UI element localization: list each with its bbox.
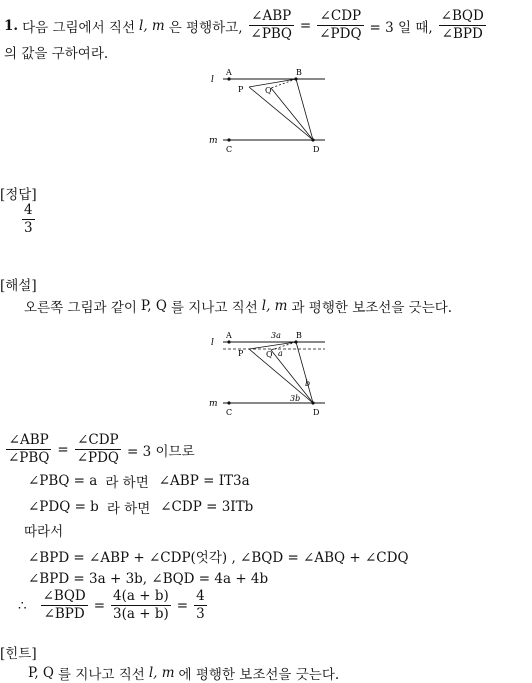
solution-eq-1: $\frac{\text{∠ABP}}{\text{∠PBQ}}$ = $\frac{\text{∠CDP}}{\text{∠PDQ}}$ = 3 이므로: [8, 432, 195, 466]
problem-fraction-1: $\frac{\text{∠ABP}}{\text{∠PBQ}}$: [250, 8, 292, 42]
problem-fraction-3: $\frac{\text{∠BQD}}{\text{∠BPD}}$: [440, 8, 484, 42]
solution-line-5: ∠BPD = ∠ABP + ∠CDP(엇각) , ∠BQD = ∠ABQ + ∠CDQ: [28, 550, 409, 566]
problem-equals: =: [299, 17, 312, 34]
solution-line-6: ∠BPD = 3a + 3b, ∠BQD = 4a + 4b: [28, 571, 269, 587]
fig2-label-Q: Q: [266, 350, 273, 359]
figure-1: [205, 65, 330, 157]
hint-text: P, Q 를 지나고 직선 l, m 에 평행한 보조선을 긋는다.: [28, 665, 340, 683]
problem-line-1: [4, 8, 488, 43]
fig2-label-P: P: [238, 349, 244, 358]
fig1-label-A: A: [226, 68, 232, 77]
fig1-label-m: m: [209, 136, 218, 146]
answer-heading: [정답]: [0, 187, 37, 203]
problem-fraction-2: $\frac{\text{∠CDP}}{\text{∠PDQ}}$: [319, 8, 362, 42]
solution-final: ∴ $\frac{\text{∠BQD}}{\text{∠BPD}}$ = $\frac{4(a + b)}{3(a + b)}$ = $\frac{4}{3}$: [18, 588, 205, 622]
fig2-label-a: a: [278, 349, 283, 358]
solution-line-3: ∠PDQ = b 라 하면 ∠CDP = 3ITb: [28, 499, 254, 517]
fig1-label-B: B: [296, 68, 302, 77]
fig1-label-P: P: [238, 85, 244, 94]
fig1-label-D: D: [313, 145, 320, 154]
fig2-label-l: l: [211, 338, 214, 348]
problem-eq3: = 3 일 때,: [369, 19, 433, 36]
hint-heading: [힌트]: [0, 646, 37, 662]
fig2-label-C: C: [226, 408, 233, 417]
problem-text-2: 은 평행하고,: [168, 19, 243, 36]
solution-intro: 오른쪽 그림과 같이 P, Q 를 지나고 직선 l, m 과 평행한 보조선을 긋는다.: [24, 298, 453, 316]
fig1-label-l: l: [211, 75, 214, 85]
fig2-label-3b: 3b: [290, 394, 301, 403]
solution-therefore-word: 따라서: [24, 524, 64, 540]
fig2-label-B: B: [296, 331, 302, 340]
fig2-label-3a: 3a: [271, 331, 281, 340]
problem-lines-lm: l, m: [139, 17, 165, 34]
problem-number: 1.: [4, 17, 19, 34]
fig1-label-Q: Q: [265, 86, 272, 95]
fig2-label-A: A: [226, 331, 232, 340]
figure-2: [205, 328, 330, 420]
solution-line-2: ∠PBQ = a 라 하면 ∠ABP = IT3a: [28, 473, 250, 491]
problem-text-3: 의 값을 구하여라.: [4, 46, 109, 62]
solution-heading: [해설]: [0, 278, 37, 294]
fig2-label-D: D: [313, 408, 320, 417]
answer-fraction: $\frac{4}{3}$: [24, 202, 33, 236]
fig1-label-C: C: [226, 145, 233, 154]
fig2-label-b: b: [305, 379, 311, 388]
problem-text-1: 다음 그림에서 직선: [22, 19, 136, 36]
fig2-label-m: m: [209, 399, 218, 409]
